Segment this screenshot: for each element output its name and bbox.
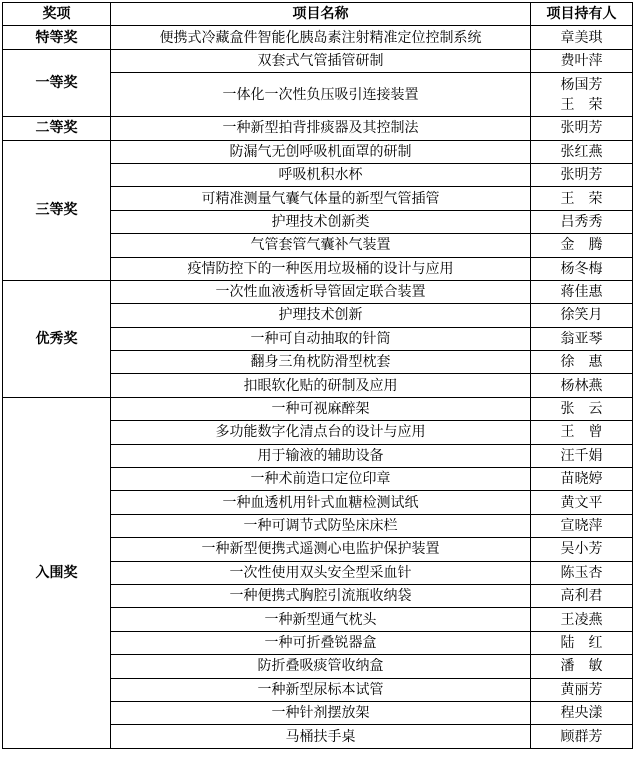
project-name: 一次性血液透析导管固定联合装置 — [111, 280, 531, 303]
project-name: 疫情防控下的一种医用垃圾桶的设计与应用 — [111, 257, 531, 280]
header-award: 奖项 — [3, 3, 111, 26]
project-name: 防折叠吸痰管收纳盒 — [111, 655, 531, 678]
holder-name: 汪千娟 — [560, 447, 603, 464]
holder-name: 徐笑月 — [560, 307, 603, 324]
holder-name: 费叶萍 — [560, 52, 603, 69]
holder-name: 王 荣 — [560, 96, 603, 113]
holder-name: 高利君 — [560, 588, 603, 605]
project-holder — [531, 234, 633, 257]
holder-name: 陆 红 — [560, 634, 603, 651]
project-holder — [531, 725, 633, 748]
holder-name: 金 腾 — [560, 237, 603, 254]
holder-name: 顾群芳 — [560, 728, 603, 745]
project-holder — [531, 327, 633, 350]
project-name: 一种针剂摆放架 — [111, 701, 531, 724]
award-category: 入围奖 — [3, 397, 111, 748]
project-name: 多功能数字化清点台的设计与应用 — [111, 421, 531, 444]
table-row — [3, 280, 633, 303]
project-name: 一种可自动抽取的针筒 — [111, 327, 531, 350]
project-name: 用于输液的辅助设备 — [111, 444, 531, 467]
holder-name: 吕秀秀 — [560, 213, 603, 230]
project-holder — [531, 421, 633, 444]
project-name: 一种便携式胸腔引流瓶收纳袋 — [111, 584, 531, 607]
project-holder — [531, 444, 633, 467]
project-holder — [531, 584, 633, 607]
holder-name: 王凌燕 — [560, 611, 603, 628]
holder-name: 章美琪 — [560, 29, 603, 46]
holder-name: 张明芳 — [560, 120, 603, 137]
project-name: 一体化一次性负压吸引连接装置 — [111, 73, 531, 117]
holder-name: 苗晓婷 — [560, 471, 603, 488]
project-name: 一种新型通气枕头 — [111, 608, 531, 631]
project-name: 便携式冷藏盒件智能化胰岛素注射精准定位控制系统 — [111, 26, 531, 49]
table-row — [3, 117, 633, 140]
holder-name: 吴小芳 — [560, 541, 603, 558]
project-holder — [531, 117, 633, 140]
project-holder — [531, 187, 633, 210]
award-category: 二等奖 — [3, 117, 111, 140]
holder-name: 王 曾 — [560, 424, 603, 441]
project-holder — [531, 257, 633, 280]
project-name: 护理技术创新 — [111, 304, 531, 327]
project-name: 扣眼软化贴的研制及应用 — [111, 374, 531, 397]
project-name: 一种术前造口定位印章 — [111, 468, 531, 491]
project-name: 防漏气无创呼吸机面罩的研制 — [111, 140, 531, 163]
project-name: 一种可调节式防坠床床栏 — [111, 514, 531, 537]
holder-name: 潘 敏 — [560, 658, 603, 675]
project-holder — [531, 561, 633, 584]
project-holder — [531, 304, 633, 327]
holder-name: 杨冬梅 — [560, 260, 603, 277]
holder-name: 张明芳 — [560, 167, 603, 184]
project-name: 马桶扶手桌 — [111, 725, 531, 748]
holder-name: 陈玉杏 — [560, 564, 603, 581]
project-name: 可精准测量气囊气体量的新型气管插管 — [111, 187, 531, 210]
table-body — [3, 26, 633, 748]
holder-name: 杨林燕 — [560, 377, 603, 394]
project-holder — [531, 397, 633, 420]
project-holder — [531, 374, 633, 397]
project-holder — [531, 631, 633, 654]
holder-name: 张 云 — [560, 401, 603, 418]
project-name: 一种新型尿标本试管 — [111, 678, 531, 701]
header-holder: 项目持有人 — [531, 3, 633, 26]
project-name: 一种可视麻醉架 — [111, 397, 531, 420]
holder-name: 徐 惠 — [560, 354, 603, 371]
holder-name: 黄丽芳 — [560, 681, 603, 698]
project-holder — [531, 351, 633, 374]
table-row — [3, 140, 633, 163]
holder-name: 黄文平 — [560, 494, 603, 511]
holder-name: 翁亚琴 — [560, 330, 603, 347]
award-category: 三等奖 — [3, 140, 111, 280]
project-holder — [531, 514, 633, 537]
table-row — [3, 397, 633, 420]
project-name: 呼吸机积水杯 — [111, 163, 531, 186]
project-holder — [531, 701, 633, 724]
project-name: 一种新型拍背排痰器及其控制法 — [111, 117, 531, 140]
project-holder — [531, 468, 633, 491]
project-holder — [531, 163, 633, 186]
project-name: 翻身三角枕防滑型枕套 — [111, 351, 531, 374]
header-row — [3, 3, 633, 26]
header-project-name: 项目名称 — [111, 3, 531, 26]
holder-name: 程央漾 — [560, 705, 603, 722]
award-table — [2, 2, 633, 749]
project-holder — [531, 26, 633, 49]
table-row — [3, 49, 633, 72]
project-holder — [531, 140, 633, 163]
holder-name: 宣晓萍 — [560, 518, 603, 534]
project-holder — [531, 49, 633, 72]
table-row — [3, 26, 633, 49]
project-holder — [531, 280, 633, 303]
project-name: 一种血透机用针式血糖检测试纸 — [111, 491, 531, 514]
project-name: 护理技术创新类 — [111, 210, 531, 233]
award-category: 优秀奖 — [3, 280, 111, 397]
award-category: 一等奖 — [3, 49, 111, 116]
project-holder — [531, 73, 633, 117]
project-name: 一次性使用双头安全型采血针 — [111, 561, 531, 584]
holder-name: 杨国芳 — [560, 76, 603, 93]
project-name: 双套式气管插管研制 — [111, 49, 531, 72]
project-holder — [531, 678, 633, 701]
holder-name: 蒋佳惠 — [560, 284, 603, 301]
project-holder — [531, 608, 633, 631]
holder-name: 王 荣 — [560, 190, 603, 207]
award-category: 特等奖 — [3, 26, 111, 49]
project-name: 一种可折叠锐器盒 — [111, 631, 531, 654]
project-name: 气管套管气囊补气装置 — [111, 234, 531, 257]
project-name: 一种新型便携式遥测心电监护保护装置 — [111, 538, 531, 561]
project-holder — [531, 655, 633, 678]
project-holder — [531, 210, 633, 233]
holder-name: 张红燕 — [560, 143, 603, 160]
project-holder — [531, 491, 633, 514]
project-holder — [531, 538, 633, 561]
